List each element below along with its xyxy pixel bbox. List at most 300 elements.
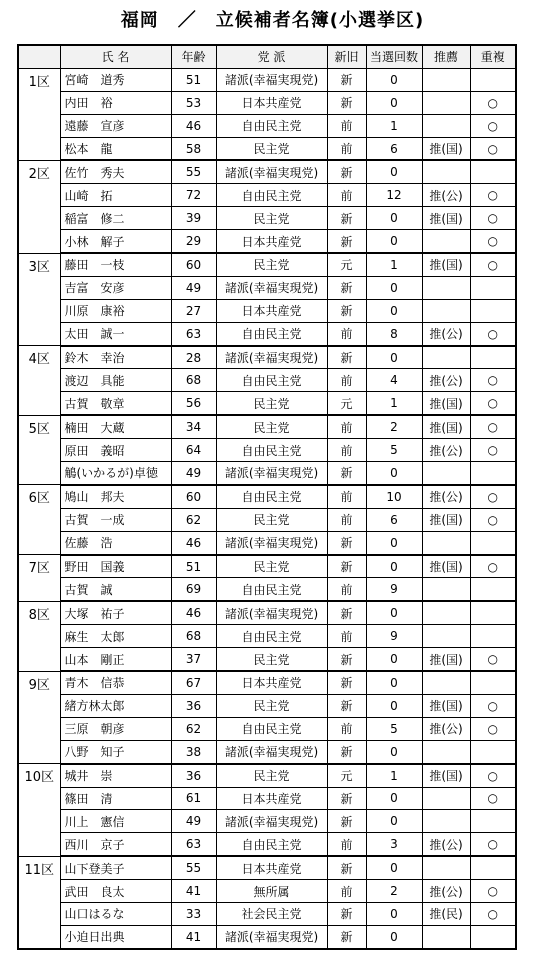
candidate-age: 64 [171, 439, 216, 462]
candidate-wins: 3 [366, 833, 422, 856]
candidate-party: 民主党 [216, 694, 327, 717]
candidate-duplicate: ○ [470, 369, 516, 392]
candidate-wins: 0 [366, 601, 422, 624]
candidate-party: 諸派(幸福実現党) [216, 346, 327, 369]
candidate-recommendation [422, 625, 470, 648]
table-row [18, 694, 516, 717]
candidate-age: 34 [171, 415, 216, 438]
candidate-status: 新 [327, 346, 366, 369]
candidate-party: 民主党 [216, 764, 327, 787]
candidate-name: 原田 義昭 [60, 439, 171, 462]
candidate-party: 日本共産党 [216, 787, 327, 810]
candidate-duplicate: ○ [470, 253, 516, 276]
candidate-duplicate [470, 671, 516, 694]
candidate-status: 新 [327, 671, 366, 694]
candidate-name: 西川 京子 [60, 833, 171, 856]
candidate-status: 前 [327, 114, 366, 137]
candidate-party: 諸派(幸福実現党) [216, 160, 327, 183]
candidate-party: 諸派(幸福実現党) [216, 601, 327, 624]
candidate-status: 新 [327, 531, 366, 554]
candidate-recommendation [422, 601, 470, 624]
candidate-duplicate: ○ [470, 114, 516, 137]
district-label: 9区 [18, 671, 60, 764]
candidate-status: 元 [327, 764, 366, 787]
candidate-duplicate [470, 810, 516, 833]
candidate-duplicate [470, 276, 516, 299]
candidate-age: 63 [171, 322, 216, 345]
candidate-age: 36 [171, 764, 216, 787]
table-row [18, 114, 516, 137]
candidate-wins: 0 [366, 648, 422, 671]
candidate-name: 太田 誠一 [60, 322, 171, 345]
candidate-status: 前 [327, 322, 366, 345]
candidate-recommendation [422, 114, 470, 137]
candidate-recommendation: 推(国) [422, 694, 470, 717]
candidate-party: 日本共産党 [216, 230, 327, 253]
candidate-age: 69 [171, 578, 216, 601]
candidate-recommendation: 推(国) [422, 764, 470, 787]
candidate-duplicate: ○ [470, 833, 516, 856]
candidate-wins: 0 [366, 462, 422, 485]
candidate-name: 楠田 大蔵 [60, 415, 171, 438]
candidate-age: 49 [171, 462, 216, 485]
table-row [18, 671, 516, 694]
candidate-party: 民主党 [216, 508, 327, 531]
candidate-party: 自由民主党 [216, 625, 327, 648]
table-row [18, 91, 516, 114]
candidate-party: 自由民主党 [216, 717, 327, 740]
candidate-party: 日本共産党 [216, 671, 327, 694]
header-recommendation: 推薦 [422, 45, 470, 68]
candidate-status: 新 [327, 68, 366, 91]
table-row [18, 346, 516, 369]
candidate-duplicate: ○ [470, 648, 516, 671]
candidate-status: 新 [327, 555, 366, 578]
candidate-age: 67 [171, 671, 216, 694]
district-label: 7区 [18, 555, 60, 602]
candidate-wins: 9 [366, 578, 422, 601]
candidate-status: 新 [327, 810, 366, 833]
candidate-recommendation [422, 462, 470, 485]
candidate-name: 稲富 修二 [60, 207, 171, 230]
table-row [18, 925, 516, 948]
candidate-name: 山下登美子 [60, 856, 171, 879]
district-label: 1区 [18, 68, 60, 160]
table-row [18, 740, 516, 763]
candidate-wins: 2 [366, 415, 422, 438]
candidate-recommendation [422, 346, 470, 369]
district-label: 10区 [18, 764, 60, 857]
candidate-recommendation [422, 740, 470, 763]
candidate-duplicate: ○ [470, 555, 516, 578]
table-row [18, 230, 516, 253]
table-row [18, 810, 516, 833]
candidate-name: 山崎 拓 [60, 184, 171, 207]
table-row [18, 648, 516, 671]
candidate-name: 渡辺 具能 [60, 369, 171, 392]
table-row [18, 299, 516, 322]
district-label: 3区 [18, 253, 60, 346]
candidate-duplicate: ○ [470, 230, 516, 253]
header-party: 党 派 [216, 45, 327, 68]
candidate-party: 自由民主党 [216, 322, 327, 345]
candidate-age: 49 [171, 276, 216, 299]
candidate-duplicate: ○ [470, 184, 516, 207]
table-row [18, 184, 516, 207]
table-row [18, 439, 516, 462]
candidate-status: 前 [327, 625, 366, 648]
candidate-duplicate [470, 856, 516, 879]
candidate-wins: 10 [366, 485, 422, 508]
candidate-age: 55 [171, 856, 216, 879]
candidate-recommendation: 推(国) [422, 392, 470, 415]
candidate-recommendation: 推(公) [422, 184, 470, 207]
candidate-recommendation [422, 299, 470, 322]
district-label: 8区 [18, 601, 60, 671]
candidate-age: 41 [171, 880, 216, 903]
candidate-duplicate: ○ [470, 880, 516, 903]
candidate-party: 日本共産党 [216, 856, 327, 879]
candidate-recommendation [422, 671, 470, 694]
district-label: 4区 [18, 346, 60, 416]
table-row [18, 485, 516, 508]
candidate-wins: 5 [366, 439, 422, 462]
candidate-wins: 0 [366, 925, 422, 948]
candidate-duplicate [470, 299, 516, 322]
header-wins: 当選回数 [366, 45, 422, 68]
candidate-party: 自由民主党 [216, 485, 327, 508]
candidate-status: 元 [327, 392, 366, 415]
header-age: 年齢 [171, 45, 216, 68]
candidate-wins: 1 [366, 114, 422, 137]
candidate-party: 社会民主党 [216, 902, 327, 925]
candidate-party: 民主党 [216, 392, 327, 415]
candidate-name: 古賀 敬章 [60, 392, 171, 415]
candidate-name: 鈴木 幸治 [60, 346, 171, 369]
table-row [18, 880, 516, 903]
candidate-recommendation: 推(国) [422, 253, 470, 276]
candidate-name: 緒方林太郎 [60, 694, 171, 717]
candidate-duplicate [470, 601, 516, 624]
candidate-age: 68 [171, 625, 216, 648]
candidate-duplicate [470, 68, 516, 91]
candidate-recommendation: 推(公) [422, 880, 470, 903]
candidate-age: 37 [171, 648, 216, 671]
candidate-age: 68 [171, 369, 216, 392]
candidate-name: 大塚 祐子 [60, 601, 171, 624]
candidate-name: 宮崎 道秀 [60, 68, 171, 91]
candidate-status: 新 [327, 91, 366, 114]
header-district [18, 45, 60, 68]
table-row [18, 764, 516, 787]
candidate-wins: 9 [366, 625, 422, 648]
candidate-duplicate: ○ [470, 322, 516, 345]
candidate-age: 53 [171, 91, 216, 114]
candidate-name: 遠藤 宣彦 [60, 114, 171, 137]
candidate-party: 諸派(幸福実現党) [216, 810, 327, 833]
candidate-duplicate [470, 740, 516, 763]
table-row [18, 787, 516, 810]
candidate-party: 諸派(幸福実現党) [216, 925, 327, 948]
candidate-age: 62 [171, 508, 216, 531]
candidate-status: 前 [327, 439, 366, 462]
candidate-status: 前 [327, 717, 366, 740]
candidate-age: 36 [171, 694, 216, 717]
candidate-duplicate [470, 625, 516, 648]
candidate-party: 民主党 [216, 207, 327, 230]
candidate-wins: 12 [366, 184, 422, 207]
district-label: 6区 [18, 485, 60, 555]
candidate-party: 無所属 [216, 880, 327, 903]
candidate-status: 新 [327, 230, 366, 253]
candidate-wins: 0 [366, 694, 422, 717]
candidate-status: 新 [327, 925, 366, 948]
candidate-age: 56 [171, 392, 216, 415]
candidate-age: 29 [171, 230, 216, 253]
candidate-duplicate [470, 346, 516, 369]
district-label: 11区 [18, 856, 60, 949]
candidate-name: 武田 良太 [60, 880, 171, 903]
candidate-recommendation [422, 230, 470, 253]
candidate-wins: 6 [366, 137, 422, 160]
candidate-name: 内田 裕 [60, 91, 171, 114]
candidate-wins: 0 [366, 856, 422, 879]
candidate-status: 前 [327, 184, 366, 207]
candidate-wins: 0 [366, 671, 422, 694]
candidate-recommendation: 推(公) [422, 439, 470, 462]
candidate-wins: 8 [366, 322, 422, 345]
candidate-recommendation: 推(国) [422, 648, 470, 671]
candidate-name: 青木 信恭 [60, 671, 171, 694]
candidate-duplicate: ○ [470, 508, 516, 531]
candidate-age: 49 [171, 810, 216, 833]
table-row [18, 833, 516, 856]
candidate-wins: 1 [366, 392, 422, 415]
candidate-wins: 0 [366, 346, 422, 369]
candidate-status: 前 [327, 415, 366, 438]
candidate-age: 63 [171, 833, 216, 856]
candidate-recommendation [422, 68, 470, 91]
candidate-recommendation: 推(公) [422, 369, 470, 392]
candidate-age: 58 [171, 137, 216, 160]
candidate-age: 27 [171, 299, 216, 322]
candidate-party: 自由民主党 [216, 369, 327, 392]
candidate-party: 民主党 [216, 648, 327, 671]
header-row [18, 45, 516, 68]
candidate-party: 自由民主党 [216, 578, 327, 601]
candidate-age: 46 [171, 114, 216, 137]
candidate-name: 鵤(いかるが)卓徳 [60, 462, 171, 485]
candidate-party: 諸派(幸福実現党) [216, 68, 327, 91]
candidate-status: 前 [327, 485, 366, 508]
candidate-recommendation [422, 787, 470, 810]
table-row [18, 625, 516, 648]
candidate-name: 山本 剛正 [60, 648, 171, 671]
candidate-age: 55 [171, 160, 216, 183]
candidate-party: 民主党 [216, 555, 327, 578]
candidate-status: 新 [327, 276, 366, 299]
candidate-wins: 0 [366, 740, 422, 763]
candidate-recommendation: 推(国) [422, 508, 470, 531]
header-name: 氏 名 [60, 45, 171, 68]
candidate-recommendation [422, 925, 470, 948]
candidate-duplicate: ○ [470, 787, 516, 810]
candidate-name: 野田 国義 [60, 555, 171, 578]
candidate-recommendation: 推(公) [422, 485, 470, 508]
candidate-name: 松本 龍 [60, 137, 171, 160]
candidate-duplicate: ○ [470, 694, 516, 717]
candidate-age: 28 [171, 346, 216, 369]
candidate-wins: 1 [366, 253, 422, 276]
candidate-status: 前 [327, 578, 366, 601]
candidate-name: 城井 崇 [60, 764, 171, 787]
candidate-recommendation [422, 276, 470, 299]
header-status: 新旧 [327, 45, 366, 68]
candidate-status: 前 [327, 369, 366, 392]
candidate-name: 藤田 一枝 [60, 253, 171, 276]
candidate-party: 自由民主党 [216, 439, 327, 462]
table-row [18, 462, 516, 485]
table-row [18, 322, 516, 345]
candidate-status: 新 [327, 694, 366, 717]
candidate-name: 鳩山 邦夫 [60, 485, 171, 508]
candidate-wins: 0 [366, 68, 422, 91]
candidate-age: 62 [171, 717, 216, 740]
candidate-recommendation: 推(民) [422, 902, 470, 925]
candidate-name: 佐藤 浩 [60, 531, 171, 554]
table-row [18, 276, 516, 299]
table-row [18, 508, 516, 531]
candidate-recommendation: 推(公) [422, 717, 470, 740]
candidate-wins: 0 [366, 207, 422, 230]
table-row [18, 415, 516, 438]
candidate-party: 民主党 [216, 137, 327, 160]
candidate-wins: 0 [366, 160, 422, 183]
candidate-party: 自由民主党 [216, 184, 327, 207]
table-body [18, 68, 516, 948]
candidate-name: 古賀 一成 [60, 508, 171, 531]
candidate-status: 新 [327, 648, 366, 671]
table-row [18, 392, 516, 415]
candidate-duplicate: ○ [470, 439, 516, 462]
candidate-wins: 2 [366, 880, 422, 903]
candidate-status: 前 [327, 508, 366, 531]
candidate-recommendation [422, 856, 470, 879]
candidate-status: 新 [327, 787, 366, 810]
candidate-recommendation [422, 810, 470, 833]
candidate-duplicate [470, 531, 516, 554]
candidate-recommendation: 推(国) [422, 207, 470, 230]
table-row [18, 601, 516, 624]
candidate-duplicate: ○ [470, 764, 516, 787]
candidate-table [17, 44, 517, 950]
candidate-age: 72 [171, 184, 216, 207]
candidate-duplicate: ○ [470, 415, 516, 438]
page-title: 福岡 ／ 立候補者名簿(小選挙区) [120, 10, 425, 31]
candidate-status: 前 [327, 880, 366, 903]
candidate-age: 61 [171, 787, 216, 810]
candidate-name: 八野 知子 [60, 740, 171, 763]
candidate-recommendation: 推(国) [422, 415, 470, 438]
table-row [18, 578, 516, 601]
candidate-name: 川原 康裕 [60, 299, 171, 322]
candidate-party: 民主党 [216, 415, 327, 438]
candidate-party: 民主党 [216, 253, 327, 276]
candidate-age: 46 [171, 601, 216, 624]
candidate-party: 日本共産党 [216, 299, 327, 322]
candidate-wins: 1 [366, 764, 422, 787]
table-row [18, 207, 516, 230]
candidate-name: 吉富 安彦 [60, 276, 171, 299]
candidate-wins: 0 [366, 91, 422, 114]
candidate-recommendation [422, 160, 470, 183]
district-label: 5区 [18, 415, 60, 485]
candidate-name: 古賀 誠 [60, 578, 171, 601]
candidate-duplicate [470, 160, 516, 183]
candidate-status: 新 [327, 299, 366, 322]
candidate-status: 元 [327, 253, 366, 276]
table-row [18, 531, 516, 554]
candidate-status: 新 [327, 160, 366, 183]
candidate-wins: 0 [366, 531, 422, 554]
candidate-status: 新 [327, 462, 366, 485]
candidate-recommendation: 推(公) [422, 322, 470, 345]
district-label: 2区 [18, 160, 60, 253]
table-row [18, 137, 516, 160]
candidate-wins: 0 [366, 230, 422, 253]
candidate-name: 三原 朝彦 [60, 717, 171, 740]
table-row [18, 856, 516, 879]
candidate-status: 新 [327, 856, 366, 879]
candidate-recommendation [422, 578, 470, 601]
candidate-wins: 6 [366, 508, 422, 531]
candidate-recommendation [422, 531, 470, 554]
candidate-party: 自由民主党 [216, 833, 327, 856]
candidate-wins: 5 [366, 717, 422, 740]
candidate-age: 51 [171, 555, 216, 578]
table-row [18, 160, 516, 183]
candidate-age: 33 [171, 902, 216, 925]
candidate-duplicate: ○ [470, 485, 516, 508]
candidate-age: 38 [171, 740, 216, 763]
candidate-wins: 0 [366, 299, 422, 322]
candidate-status: 新 [327, 601, 366, 624]
candidate-status: 前 [327, 137, 366, 160]
table-row [18, 253, 516, 276]
candidate-wins: 0 [366, 276, 422, 299]
candidate-duplicate [470, 462, 516, 485]
header-duplicate: 重複 [470, 45, 516, 68]
candidate-name: 麻生 太郎 [60, 625, 171, 648]
candidate-recommendation: 推(国) [422, 137, 470, 160]
candidate-duplicate: ○ [470, 137, 516, 160]
candidate-name: 山口はるな [60, 902, 171, 925]
table-row [18, 369, 516, 392]
table-row [18, 902, 516, 925]
candidate-recommendation [422, 91, 470, 114]
candidate-party: 諸派(幸福実現党) [216, 276, 327, 299]
candidate-duplicate: ○ [470, 392, 516, 415]
candidate-name: 小林 解子 [60, 230, 171, 253]
candidate-age: 60 [171, 253, 216, 276]
candidate-wins: 0 [366, 787, 422, 810]
candidate-duplicate [470, 578, 516, 601]
candidate-age: 46 [171, 531, 216, 554]
candidate-duplicate: ○ [470, 717, 516, 740]
candidate-party: 諸派(幸福実現党) [216, 531, 327, 554]
candidate-party: 自由民主党 [216, 114, 327, 137]
candidate-duplicate [470, 925, 516, 948]
